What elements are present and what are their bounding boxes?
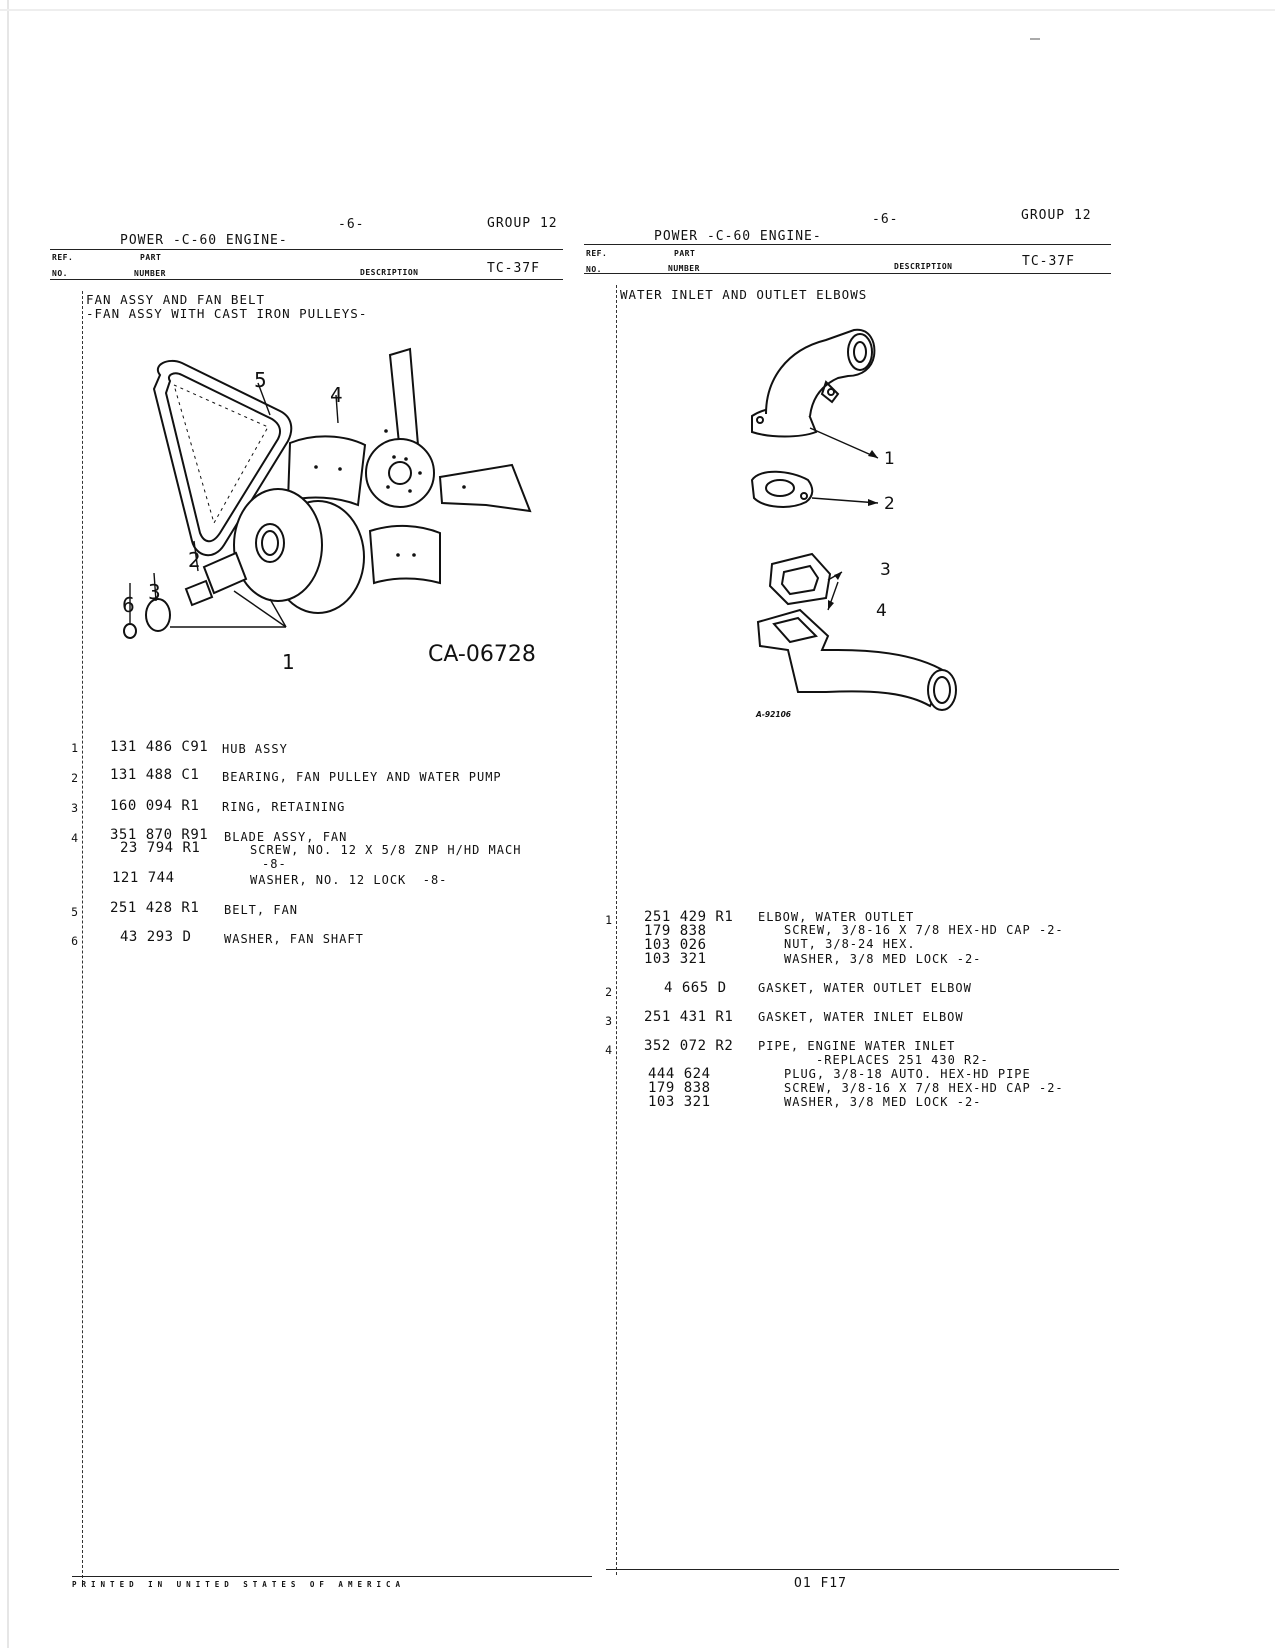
left-code: TC-37F — [487, 261, 540, 276]
right-page-title: POWER -C-60 ENGINE- — [654, 229, 822, 244]
left-row-3-part: 160 094 R1 — [110, 798, 200, 814]
fan-callout-5: 5 — [254, 368, 267, 392]
right-section-title: WATER INLET AND OUTLET ELBOWS — [620, 287, 868, 302]
printed-in-usa: PRINTED IN UNITED STATES OF AMERICA — [72, 1580, 406, 1589]
right-row-8-desc: -REPLACES 251 430 R2- — [816, 1053, 989, 1067]
right-code: TC-37F — [1022, 254, 1075, 269]
left-row-8-ref: 5 — [71, 905, 78, 919]
right-row-9-part: 444 624 — [648, 1066, 711, 1082]
elbow-figure-code: A-92106 — [756, 710, 792, 719]
left-row-1-desc: HUB ASSY — [222, 742, 288, 756]
right-column-rule — [584, 273, 1111, 274]
right-col-no: NO. — [586, 265, 602, 274]
left-row-4-desc: BLADE ASSY, FAN — [224, 830, 348, 844]
right-row-6-ref: 3 — [605, 1014, 612, 1028]
right-footer-rule — [606, 1569, 1119, 1570]
right-row-7-ref: 4 — [605, 1043, 612, 1057]
left-col-no: NO. — [52, 269, 68, 278]
fan-figure-code: CA-06728 — [428, 642, 536, 667]
right-row-6-part: 251 431 R1 — [644, 1009, 734, 1025]
left-col-description: DESCRIPTION — [360, 268, 419, 277]
left-page-title: POWER -C-60 ENGINE- — [120, 233, 288, 248]
left-row-8-desc: BELT, FAN — [224, 903, 299, 917]
right-page-number: -6- — [872, 212, 899, 227]
right-col-number: NUMBER — [668, 264, 700, 273]
water-elbows-diagram — [730, 320, 1020, 740]
fan-callout-2: 2 — [188, 548, 201, 572]
left-row-7-desc: WASHER, NO. 12 LOCK -8- — [250, 873, 448, 887]
left-row-4-ref: 4 — [71, 831, 78, 845]
right-row-4-part: 103 321 — [644, 951, 707, 967]
right-row-6-desc: GASKET, WATER INLET ELBOW — [758, 1010, 964, 1024]
right-row-1-part: 251 429 R1 — [644, 909, 734, 925]
left-section-title: FAN ASSY AND FAN BELT — [86, 292, 266, 307]
right-row-9-desc: PLUG, 3/8-18 AUTO. HEX-HD PIPE — [784, 1067, 1031, 1081]
right-header-rule — [584, 244, 1111, 245]
right-row-5-ref: 2 — [605, 985, 612, 999]
right-col-part: PART — [674, 249, 696, 258]
fan-callout-1: 1 — [282, 650, 295, 674]
left-row-9-ref: 6 — [71, 934, 78, 948]
left-row-3-desc: RING, RETAINING — [222, 800, 346, 814]
footer-page-code: O1 F17 — [794, 1576, 847, 1591]
left-header-rule — [50, 249, 563, 250]
right-row-7-desc: PIPE, ENGINE WATER INLET — [758, 1039, 956, 1053]
elbow-callout-4: 4 — [876, 601, 887, 621]
left-row-1-part: 131 486 C91 — [110, 739, 209, 755]
left-row-6-desc: -8- — [262, 857, 287, 871]
right-row-5-part: 4 665 D — [664, 980, 727, 996]
left-margin-line — [82, 291, 83, 1583]
right-col-ref: REF. — [586, 249, 608, 258]
left-col-ref: REF. — [52, 253, 74, 262]
fan-callout-3: 3 — [148, 580, 161, 604]
left-page-number: -6- — [338, 217, 365, 232]
left-row-2-ref: 2 — [71, 771, 78, 785]
left-column-rule — [50, 279, 563, 280]
left-row-4-part: 351 870 R91 — [110, 827, 209, 843]
right-row-3-desc: NUT, 3/8-24 HEX. — [784, 937, 916, 951]
left-group-label: GROUP 12 — [487, 216, 558, 231]
left-row-5-part: 23 794 R1 — [120, 840, 201, 856]
left-section-subtitle: -FAN ASSY WITH CAST IRON PULLEYS- — [86, 306, 368, 321]
right-col-description: DESCRIPTION — [894, 262, 953, 271]
left-row-8-part: 251 428 R1 — [110, 900, 200, 916]
right-margin-line — [616, 285, 617, 1575]
right-row-5-desc: GASKET, WATER OUTLET ELBOW — [758, 981, 972, 995]
right-row-2-part: 179 838 — [644, 923, 707, 939]
left-row-2-desc: BEARING, FAN PULLEY AND WATER PUMP — [222, 770, 502, 784]
right-row-11-desc: WASHER, 3/8 MED LOCK -2- — [784, 1095, 982, 1109]
right-row-7-part: 352 072 R2 — [644, 1038, 734, 1054]
left-row-7-part: 121 744 — [112, 870, 175, 886]
elbow-callout-1: 1 — [884, 449, 895, 469]
left-row-2-part: 131 488 C1 — [110, 767, 200, 783]
right-row-3-part: 103 026 — [644, 937, 707, 953]
left-col-number: NUMBER — [134, 269, 166, 278]
elbow-callout-2: 2 — [884, 494, 895, 514]
left-row-9-part: 43 293 D — [120, 929, 192, 945]
fan-callout-6: 6 — [122, 593, 135, 617]
elbow-callout-3: 3 — [880, 560, 891, 580]
right-row-10-part: 179 838 — [648, 1080, 711, 1096]
left-footer-rule — [72, 1576, 592, 1577]
right-row-1-desc: ELBOW, WATER OUTLET — [758, 910, 915, 924]
left-col-part: PART — [140, 253, 162, 262]
left-row-1-ref: 1 — [71, 741, 78, 755]
right-row-2-desc: SCREW, 3/8-16 X 7/8 HEX-HD CAP -2- — [784, 923, 1064, 937]
right-row-11-part: 103 321 — [648, 1094, 711, 1110]
left-row-5-desc: SCREW, NO. 12 X 5/8 ZNP H/HD MACH — [250, 843, 522, 857]
right-row-10-desc: SCREW, 3/8-16 X 7/8 HEX-HD CAP -2- — [784, 1081, 1064, 1095]
fan-callout-4: 4 — [330, 383, 343, 407]
right-row-4-desc: WASHER, 3/8 MED LOCK -2- — [784, 952, 982, 966]
right-group-label: GROUP 12 — [1021, 208, 1092, 223]
left-row-9-desc: WASHER, FAN SHAFT — [224, 932, 364, 946]
right-row-1-ref: 1 — [605, 913, 612, 927]
left-row-3-ref: 3 — [71, 801, 78, 815]
